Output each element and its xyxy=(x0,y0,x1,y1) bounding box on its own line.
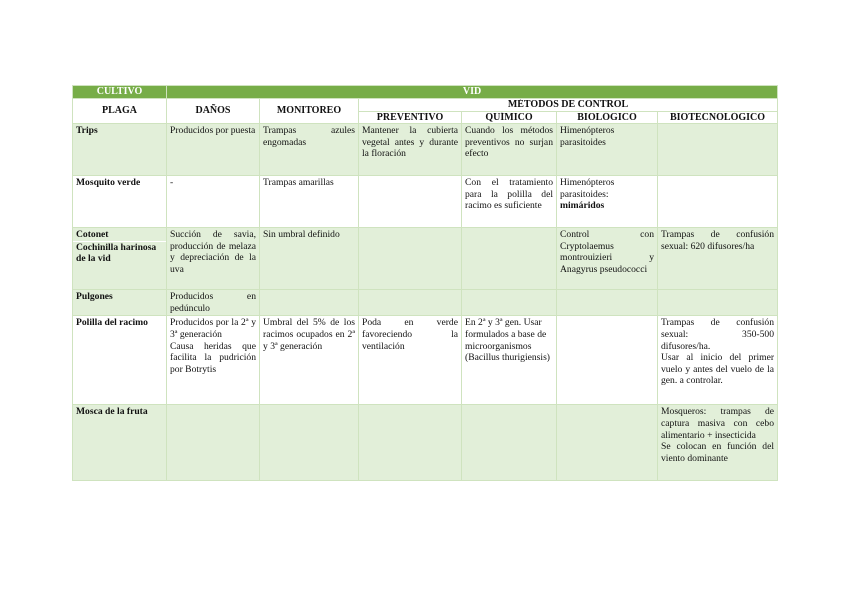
quimico-pulgones xyxy=(462,290,557,316)
monitoreo-mosca xyxy=(260,405,359,481)
biotecnologico-mosca-a: Mosqueros: trampas de captura masiva con cebo alimentario + insecticida xyxy=(661,406,775,441)
biotecnologico-pulgones xyxy=(658,290,778,316)
table-row-pulgones xyxy=(73,290,778,316)
plaga-cotonet xyxy=(73,228,167,290)
quimico-trips: Cuando los métodos preventivos no surjan efecto xyxy=(462,124,557,176)
danos-mosquito: - xyxy=(167,176,260,228)
danos-polilla-a: Producidos por la 2ª y 3ª generación xyxy=(170,317,256,340)
preventivo-mosquito xyxy=(359,176,462,228)
biologico-trips: Himenópteros parasitoides xyxy=(557,124,658,176)
preventivo-pulgones xyxy=(359,290,462,316)
plaga-trips: Trips xyxy=(73,124,167,176)
plaga-cotonet-a: Cotonet xyxy=(76,229,109,241)
biologico-polilla xyxy=(557,316,658,405)
table-row-polilla xyxy=(73,316,778,405)
vid-label: VID xyxy=(167,86,778,99)
col-metodos: MÉTODOS DE CONTROL xyxy=(359,99,778,112)
biologico-mosquito xyxy=(557,176,658,228)
col-biologico: BIOLÓGICO xyxy=(557,111,658,124)
biologico-mosquito-text: Himenópteros parasitoides: xyxy=(560,177,615,200)
biotecnologico-polilla-b: Usar al inicio del primer vuelo y antes del vuelo de la gen. a controlar. xyxy=(661,352,775,387)
plaga-polilla: Polilla del racimo xyxy=(73,316,167,405)
preventivo-cotonet xyxy=(359,228,462,290)
table-row-mosca xyxy=(73,405,778,481)
biotecnologico-polilla xyxy=(658,316,778,405)
plaga-mosca: Mosca de la fruta xyxy=(73,405,167,481)
monitoreo-polilla: Umbral del 5% de los racimos ocupados en 2ª y 3ª generación xyxy=(260,316,359,405)
danos-mosca xyxy=(167,405,260,481)
biotecnologico-polilla-a: Trampas de confusión sexual: 350-500 difusores/ha. xyxy=(661,317,775,352)
monitoreo-trips: Trampas azules engomadas xyxy=(260,124,359,176)
col-biotecnologico: BIOTECNOLÓGICO xyxy=(658,111,778,124)
col-quimico: QUÍMICO xyxy=(462,111,557,124)
biotecnologico-cotonet: Trampas de confusión sexual: 620 difusores/ha xyxy=(658,228,778,290)
biologico-mosca xyxy=(557,405,658,481)
danos-trips: Producidos por puesta xyxy=(167,124,260,176)
preventivo-trips: Mantener la cubierta vegetal antes y durante la floración xyxy=(359,124,462,176)
document-page xyxy=(72,85,777,481)
preventivo-polilla: Poda en verde favoreciendo la ventilación xyxy=(359,316,462,405)
monitoreo-mosquito: Trampas amarillas xyxy=(260,176,359,228)
danos-polilla xyxy=(167,316,260,405)
biotecnologico-trips xyxy=(658,124,778,176)
cultivo-label: CULTIVO xyxy=(73,86,167,99)
biotecnologico-mosca xyxy=(658,405,778,481)
danos-cotonet: Succión de savia, producción de melaza y depreciación de la uva xyxy=(167,228,260,290)
cultivo-row xyxy=(73,86,778,99)
table-row-cotonet xyxy=(73,228,778,290)
table-row-mosquito xyxy=(73,176,778,228)
danos-pulgones: Producidos en pedúnculo xyxy=(167,290,260,316)
monitoreo-cotonet: Sin umbral definido xyxy=(260,228,359,290)
col-preventivo: PREVENTIVO xyxy=(359,111,462,124)
quimico-polilla: En 2ª y 3ª gen. Usar formulados a base de microorganismos (Bacillus thurigiensis) xyxy=(462,316,557,405)
control-table xyxy=(72,85,778,481)
table-row-trips xyxy=(73,124,778,176)
biologico-pulgones xyxy=(557,290,658,316)
biologico-mosquito-bold: mimáridos xyxy=(560,200,605,212)
biotecnologico-mosca-b: Se colocan en función del viento dominante xyxy=(661,441,775,464)
monitoreo-pulgones xyxy=(260,290,359,316)
header-row-1 xyxy=(73,99,778,112)
col-plaga: PLAGA xyxy=(73,99,167,124)
preventivo-mosca xyxy=(359,405,462,481)
plaga-mosquito: Mosquito verde xyxy=(73,176,167,228)
quimico-cotonet xyxy=(462,228,557,290)
biologico-cotonet: Control con Cryptolaemus montrouizieri y Anagyrus pseudococci xyxy=(557,228,658,290)
biotecnologico-mosquito xyxy=(658,176,778,228)
quimico-mosquito: Con el tratamiento para la polilla del racimo es suficiente xyxy=(462,176,557,228)
col-monitoreo: MONITOREO xyxy=(260,99,359,124)
danos-polilla-b: Causa heridas que facilita la pudrición por Botrytis xyxy=(170,340,256,375)
quimico-mosca xyxy=(462,405,557,481)
col-danos: DAÑOS xyxy=(167,99,260,124)
plaga-pulgones: Pulgones xyxy=(73,290,167,316)
plaga-cotonet-b: Cochinilla harinosa de la vid xyxy=(73,241,166,265)
